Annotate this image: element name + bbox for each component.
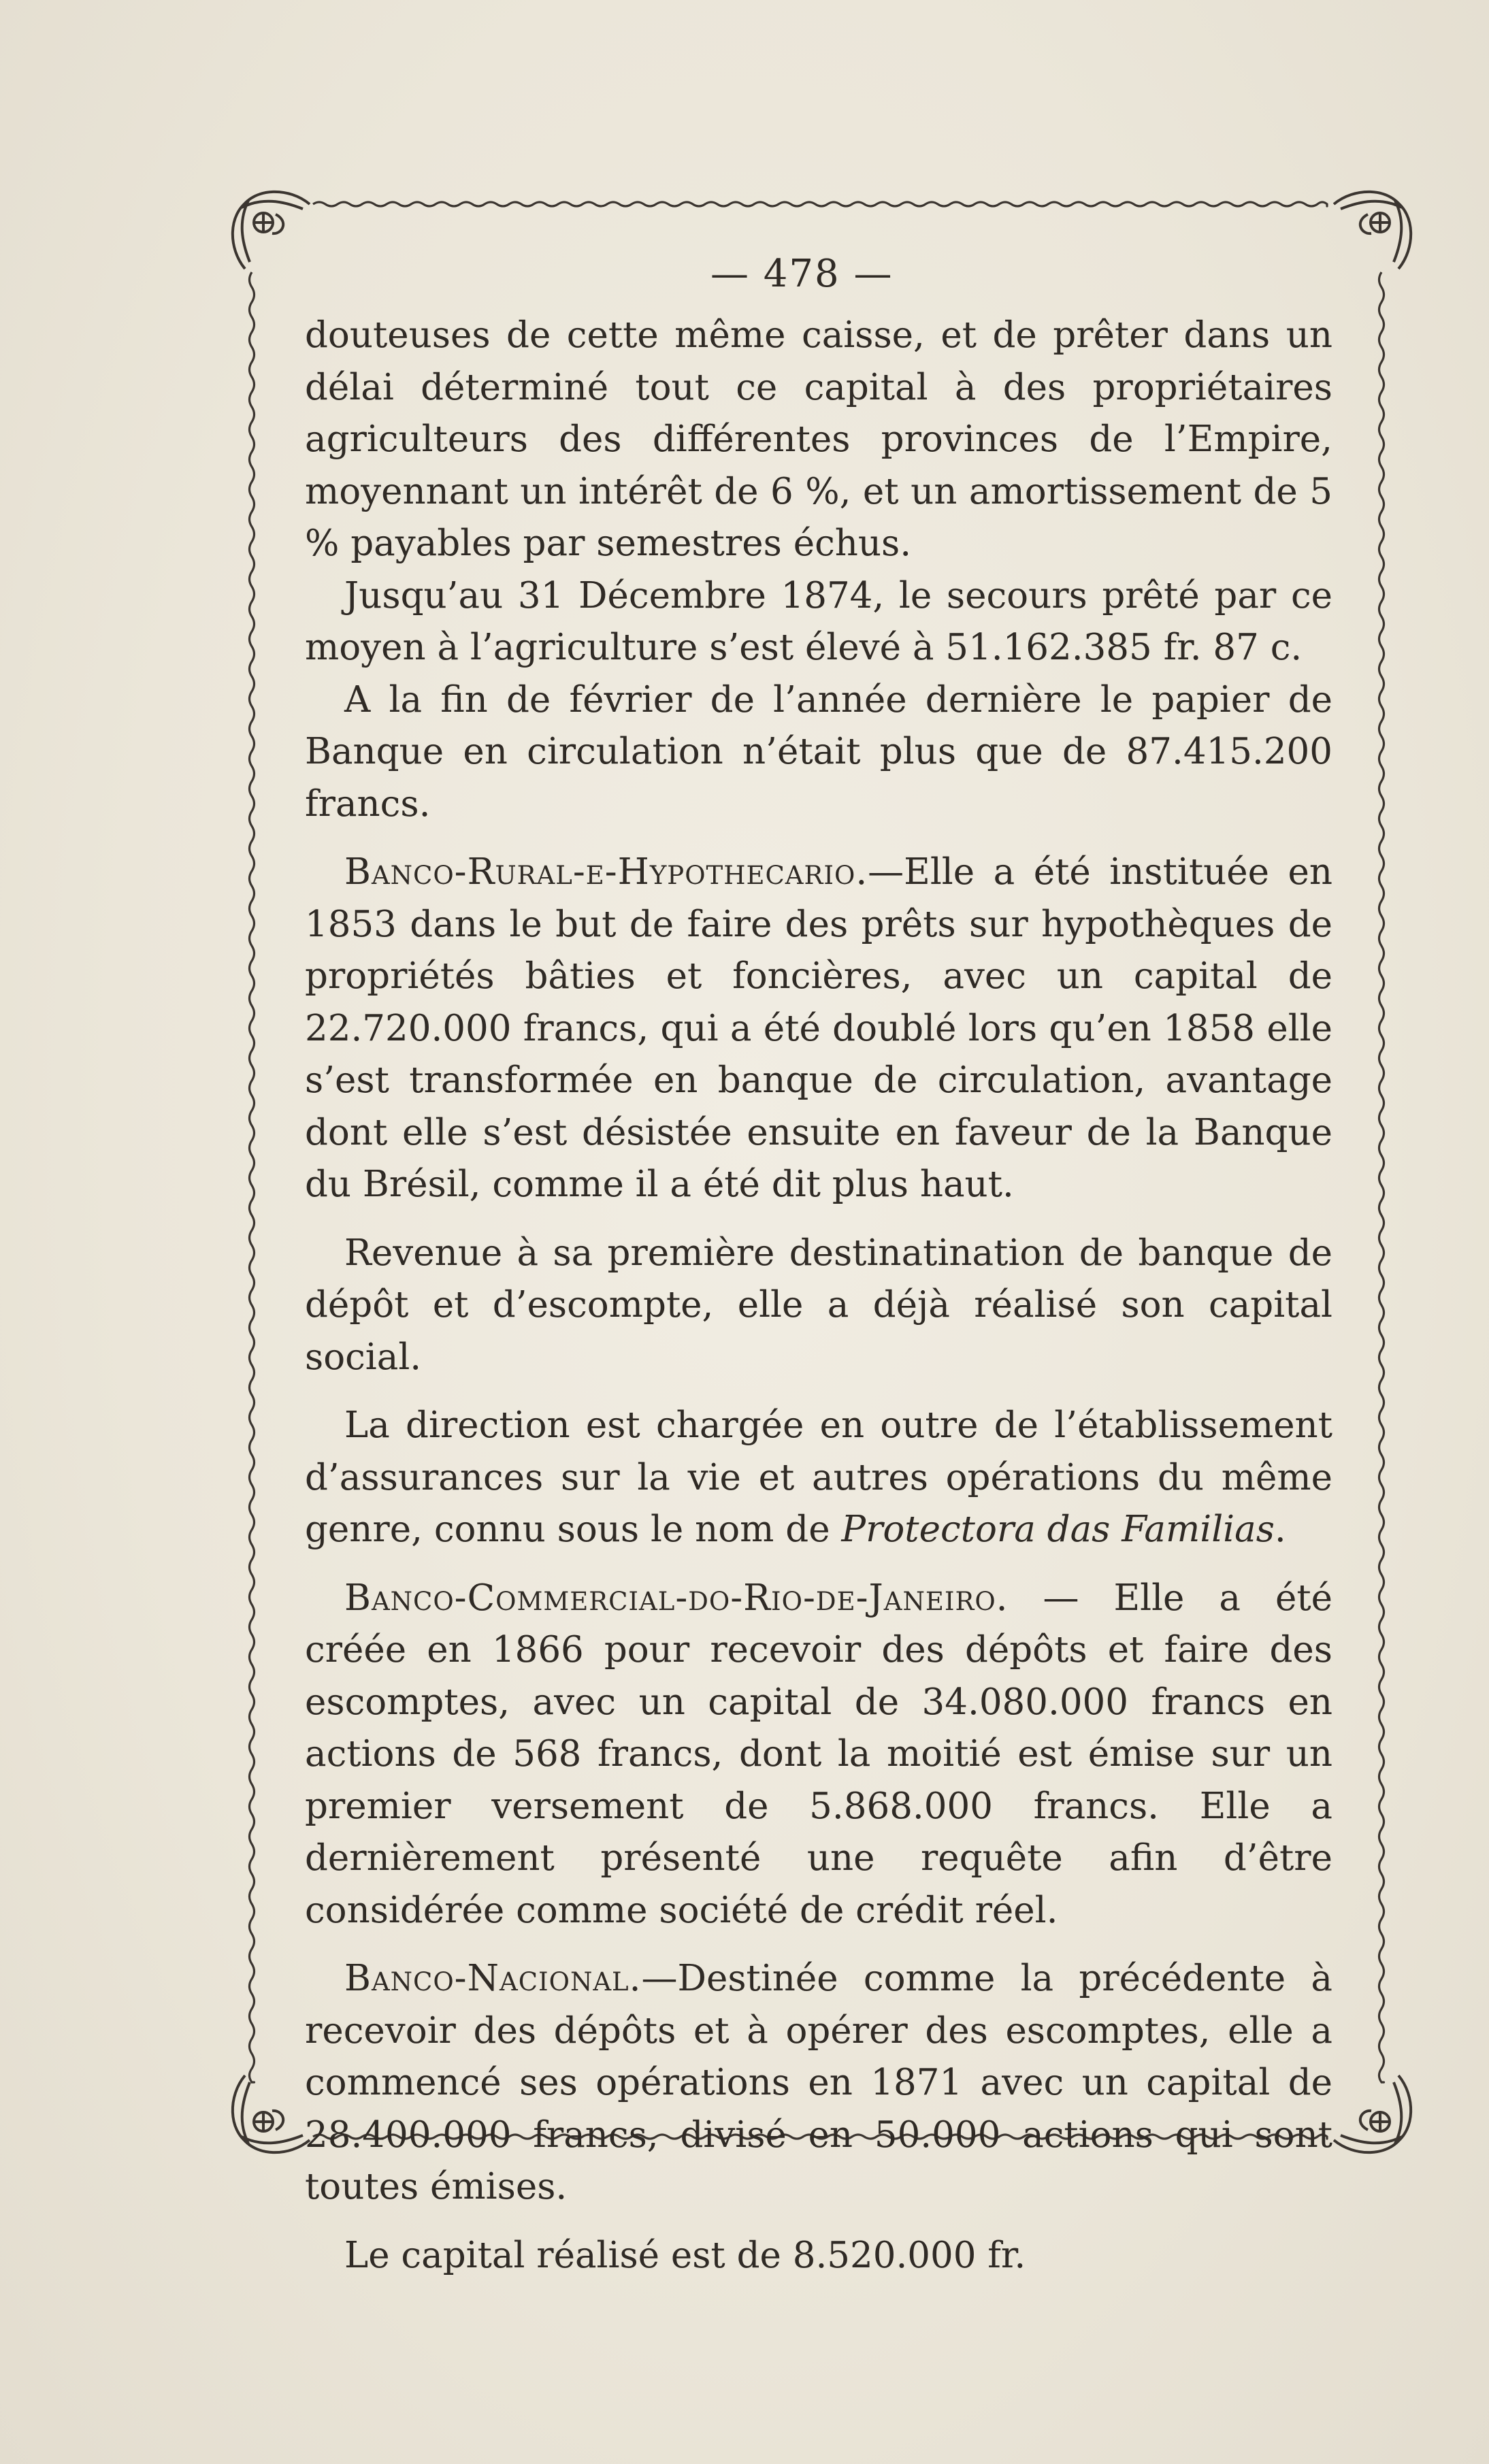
paragraph-direction	[305, 1400, 1332, 1556]
corner-bottom-right-icon	[1334, 2075, 1411, 2152]
bank-heading: Banco-Rural-e-Hypothecario.	[344, 851, 868, 893]
bank-heading: Banco-Commercial-do-Rio-de-Janeiro.	[344, 1577, 1009, 1619]
paragraph-banco-nacional	[305, 1953, 1332, 2214]
paragraph-first-destination: Revenue à sa première destinatination de banque de dépôt et d’escompte, elle a déjà réalisé son capital social.	[305, 1232, 1332, 1378]
paragraph-body: —Elle a été instituée en 1853 dans le but de faire des prêts sur hypothèques de propriétés bâties et foncières, avec un capital de 22.720.000 francs, qui a été doublé lors qu’en 1858 elle s’est transformée en banque de circulation, avantage dont elle s’est désistée ensuite en faveur de la Banque du Brésil, comme il a été dit plus haut.	[305, 851, 1332, 1205]
paragraph-agriculture-aid: Jusqu’au 31 Décembre 1874, le secours prêté par ce moyen à l’agriculture s’est élevé à 51.162.385 fr. 87 c.	[305, 574, 1332, 668]
corner-top-right-icon	[1334, 192, 1411, 269]
paragraph-continuation: douteuses de cette même caisse, et de prêter dans un délai déterminé tout ce capital à des propriétaires agriculteurs des différentes provinces de l’Empire, moyennant un intérêt de 6 %, et un amortissement de 5 % payables par semestres échus.	[305, 314, 1332, 564]
page-number: — 478 —	[710, 252, 894, 296]
corner-bottom-left-icon	[233, 2075, 310, 2152]
left-border	[250, 272, 255, 2082]
top-border	[313, 202, 1327, 206]
paragraph-bank-paper: A la fin de février de l’année dernière le papier de Banque en circulation n’était plus que de 87.415.200 francs.	[305, 678, 1332, 825]
paragraph-banco-rural	[305, 847, 1332, 1211]
paragraph-body: — Elle a été créée en 1866 pour recevoir des dépôts et faire des escomptes, avec un capital de 34.080.000 francs en actions de 568 francs, dont la moitié est émise sur un premier versement de 5.868.000 francs. Elle a dernièrement présenté une requête afin d’être considérée comme société de crédit réel.	[305, 1577, 1332, 1931]
paragraph-body: —Destinée comme la précédente à recevoir des dépôts et à opérer des escomptes, elle a commencé ses opérations en 1871 avec un capital de 28.400.000 francs, divisé en 50.000 actions qui sont toutes émises.	[305, 1958, 1332, 2207]
paragraph-banco-commercial	[305, 1573, 1332, 1937]
paragraph-end: .	[1274, 1509, 1286, 1550]
right-border	[1379, 272, 1384, 2082]
institution-name: Protectora das Familias	[841, 1509, 1275, 1550]
paragraph-capital-realized: Le capital réalisé est de 8.520.000 fr.	[344, 2234, 1026, 2276]
bank-heading: Banco-Nacional.	[344, 1958, 642, 1999]
paragraph-body: La direction est chargée en outre de l’établissement d’assurances sur la vie et autres opérations du même genre, connu sous le nom de	[305, 1405, 1332, 1550]
corner-top-left-icon	[233, 192, 310, 269]
body-text	[305, 310, 1332, 2282]
